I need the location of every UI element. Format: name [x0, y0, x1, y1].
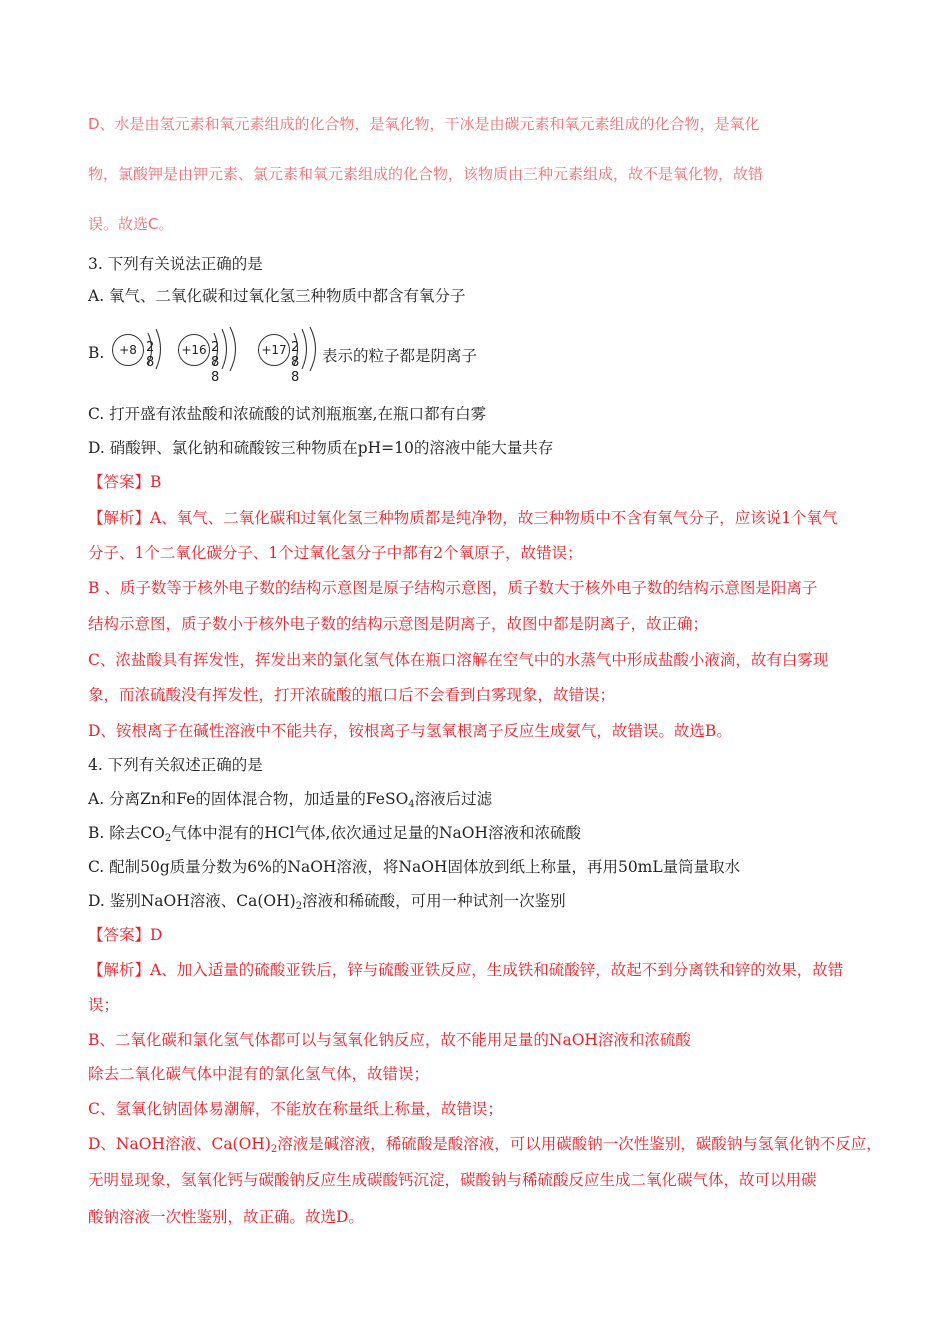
q3-option-b — [88, 325, 788, 385]
q4-option-b-text: B. 除去CO — [88, 824, 165, 842]
electron-counts: 2 8 8 — [211, 340, 221, 385]
q3-answer: 【答案】B — [88, 473, 162, 491]
q4-option-a-text: A. 分离Zn和Fe的固体混合物，加适量的FeSO — [88, 790, 409, 808]
q3-analysis-line: 【解析】A、氧气、二氧化碳和过氧化氢三种物质都是纯净物，故三种物质中不含有氧气分子，应该说1个氧气 — [88, 509, 838, 527]
q4-option-b-text: 气体中混有的HCl气体,依次通过足量的NaOH溶液和浓硫酸 — [171, 824, 581, 842]
q4-stem: 4. 下列有关叙述正确的是 — [88, 756, 263, 774]
q4-analysis-line: 误； — [88, 996, 120, 1014]
subscript: 2 — [270, 1144, 278, 1155]
subscript: 2 — [295, 901, 303, 912]
q4-analysis-line: 【解析】A、加入适量的硫酸亚铁后，锌与硫酸亚铁反应，生成铁和硫酸锌，故起不到分离铁和锌的效果，故错 — [88, 961, 844, 979]
q4-option-c: C. 配制50g质量分数为6%的NaOH溶液，将NaOH固体放到纸上称量，再用50mL量筒量取水 — [88, 858, 741, 876]
q3-option-b-label: B. — [88, 344, 105, 362]
q4-analysis-text: D、NaOH溶液、Ca(OH) — [88, 1135, 271, 1153]
q4-option-d-text: 溶液和稀硫酸，可用一种试剂一次鉴别 — [302, 892, 566, 910]
q3-analysis-line: B 、质子数等于核外电子数的结构示意图是原子结构示意图，质子数大于核外电子数的结构示意图是阳离子 — [88, 579, 818, 597]
q3-analysis-line: C、浓盐酸具有挥发性，挥发出来的氯化氢气体在瓶口溶解在空气中的水蒸气中形成盐酸小液滴，故有白雾现 — [88, 651, 829, 669]
q4-analysis-text: 溶液是碱溶液，稀硫酸是酸溶液，可以用碳酸钠一次性鉴别，碳酸钠与氢氧化钠不反应， — [277, 1135, 882, 1153]
q3-option-a: A. 氧气、二氧化碳和过氧化氢三种物质中都含有氧分子 — [88, 287, 466, 305]
q4-option-a — [88, 788, 890, 810]
nucleus: +16 — [178, 334, 210, 366]
nucleus: +8 — [112, 334, 144, 366]
prev-answer-line-3: 误。故选C。 — [88, 215, 174, 233]
electron-counts: 2 8 — [146, 340, 156, 370]
q3-analysis-line: 分子、1个二氧化碳分子、1个过氧化氢分子中都有2个氧原子，故错误； — [88, 544, 583, 562]
q4-option-b — [88, 822, 890, 844]
q3-option-c: C. 打开盛有浓盐酸和浓硫酸的试剂瓶瓶塞,在瓶口都有白雾 — [88, 405, 487, 423]
q4-analysis-line: 除去二氧化碳气体中混有的氯化氢气体，故错误； — [88, 1065, 430, 1083]
q3-analysis-line: 结构示意图，质子数小于核外电子数的结构示意图是阴离子，故图中都是阴离子，故正确； — [88, 615, 709, 633]
q4-answer: 【答案】D — [88, 926, 163, 944]
q4-analysis-line — [88, 1133, 890, 1155]
electron-counts: 2 8 8 — [291, 340, 301, 385]
q3-option-b-text: 表示的粒子都是阴离子 — [322, 347, 478, 365]
q4-analysis-line: 无明显现象，氢氧化钙与碳酸钠反应生成碳酸钙沉淀，碳酸钠与稀硫酸反应生成二氧化碳气体，故可以用碳 — [88, 1171, 817, 1189]
q3-analysis-line: 象，而浓硫酸没有挥发性，打开浓硫酸的瓶口后不会看到白雾现象，故错误； — [88, 686, 616, 704]
q4-option-a-text: 溶液后过滤 — [414, 790, 493, 808]
nucleus: +17 — [258, 334, 290, 366]
q4-analysis-line: C、氢氧化钠固体易潮解，不能放在称量纸上称量，故错误； — [88, 1100, 503, 1118]
subscript: 2 — [164, 833, 172, 844]
q3-stem: 3. 下列有关说法正确的是 — [88, 255, 263, 273]
q3-analysis-line: D、铵根离子在碱性溶液中不能共存，铵根离子与氢氧根离子反应生成氨气，故错误。故选B。 — [88, 722, 732, 740]
prev-answer-line-1: D、水是由氢元素和氧元素组成的化合物，是氧化物，干冰是由碳元素和氧元素组成的化合物，是氧化 — [88, 115, 760, 133]
subscript: 4 — [408, 799, 415, 810]
q4-option-d-text: D. 鉴别NaOH溶液、Ca(OH) — [88, 892, 296, 910]
prev-answer-line-2: 物，氯酸钾是由钾元素、氯元素和氧元素组成的化合物，该物质由三种元素组成，故不是氧化物，故错 — [88, 165, 764, 183]
q4-analysis-line: 酸钠溶液一次性鉴别，故正确。故选D。 — [88, 1208, 364, 1226]
q3-option-d: D. 硝酸钾、氯化钠和硫酸铵三种物质在pH=10的溶液中能大量共存 — [88, 439, 554, 457]
q4-option-d — [88, 890, 890, 912]
q4-analysis-line: B、二氧化碳和氯化氢气体都可以与氢氧化钠反应，故不能用足量的NaOH溶液和浓硫酸 — [88, 1031, 691, 1049]
